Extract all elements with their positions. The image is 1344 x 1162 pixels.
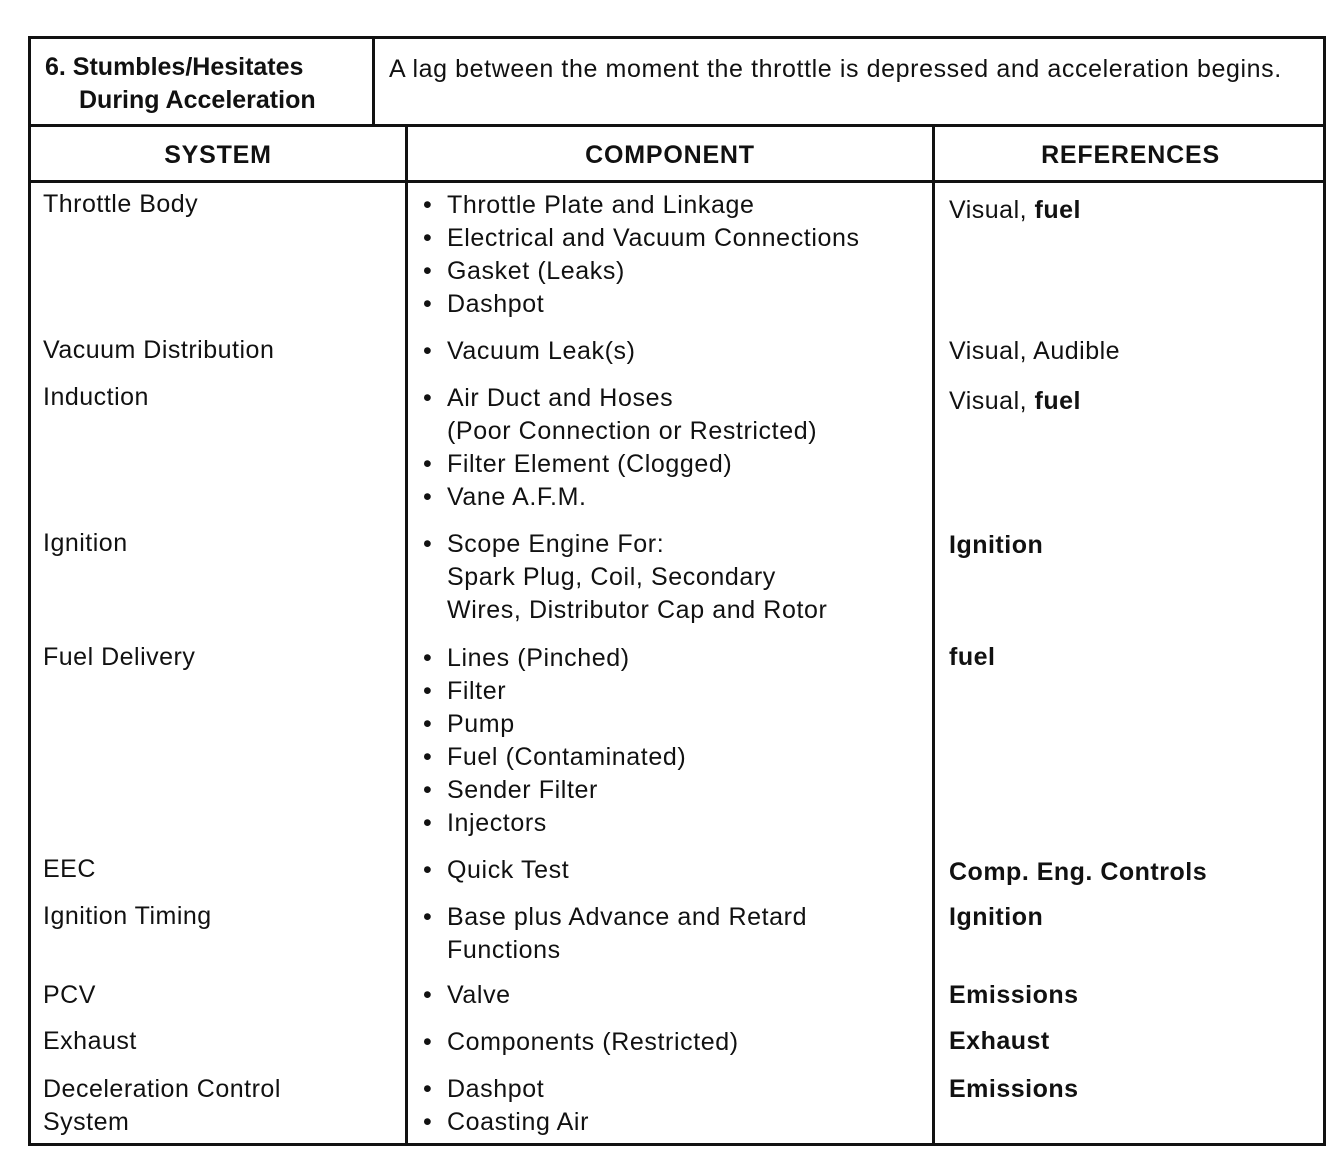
list-item: • Vane A.F.M. xyxy=(423,483,587,511)
system-cell: PCV xyxy=(43,981,96,1009)
column-header-references: REFERENCES xyxy=(1041,141,1220,169)
symptom-title-row xyxy=(31,39,1323,127)
list-item: • Dashpot xyxy=(423,290,545,318)
column-header-system: SYSTEM xyxy=(164,141,272,169)
system-cell: Induction xyxy=(43,383,149,411)
column-divider xyxy=(932,127,935,1146)
component-list xyxy=(421,1026,931,1059)
component-list xyxy=(421,979,931,1012)
list-item: • Lines (Pinched) xyxy=(423,644,630,672)
symptom-title-line1: 6. Stumbles/Hesitates xyxy=(45,53,304,81)
reference-cell: Exhaust xyxy=(949,1027,1050,1055)
list-item: • Pump xyxy=(423,710,515,738)
list-item: • Valve xyxy=(423,981,511,1009)
component-list xyxy=(421,1073,931,1139)
list-item: • Quick Test xyxy=(423,856,570,884)
list-item: • Gasket (Leaks) xyxy=(423,257,625,285)
system-cell: EEC xyxy=(43,855,96,883)
list-item: • Vacuum Leak(s) xyxy=(423,337,636,365)
list-item: • Fuel (Contaminated) xyxy=(423,743,687,771)
list-item: • Filter Element (Clogged) xyxy=(423,450,733,478)
list-item: • Base plus Advance and Retard Functions xyxy=(423,903,808,964)
list-item: • Filter xyxy=(423,677,507,705)
reference-cell: Visual, fuel xyxy=(949,387,1081,415)
symptom-title xyxy=(31,39,375,124)
list-item: • Scope Engine For: Spark Plug, Coil, Secondary Wires, Distributor Cap and Rotor xyxy=(423,530,828,624)
system-cell: Vacuum Distribution xyxy=(43,336,275,364)
component-list xyxy=(421,189,931,321)
system-cell: Fuel Delivery xyxy=(43,643,196,671)
component-list xyxy=(421,335,931,368)
reference-cell: Ignition xyxy=(949,903,1044,931)
reference-cell: fuel xyxy=(949,643,996,671)
list-item: • Air Duct and Hoses (Poor Connection or Restricted) xyxy=(423,384,818,445)
list-item: • Throttle Plate and Linkage xyxy=(423,191,755,219)
reference-cell: Comp. Eng. Controls xyxy=(949,858,1208,886)
list-item: • Sender Filter xyxy=(423,776,598,804)
reference-cell: Visual, fuel xyxy=(949,196,1081,224)
component-list xyxy=(421,528,931,627)
component-list xyxy=(421,901,931,967)
system-cell: Deceleration Control System xyxy=(43,1075,281,1136)
system-cell: Ignition xyxy=(43,529,128,557)
component-list xyxy=(421,854,931,887)
column-header-row xyxy=(31,127,1323,183)
component-list xyxy=(421,382,931,514)
column-divider xyxy=(405,127,408,1146)
list-item: • Coasting Air xyxy=(423,1108,589,1136)
symptom-title-line2: During Acceleration xyxy=(79,86,316,114)
list-item: • Dashpot xyxy=(423,1075,545,1103)
system-cell: Ignition Timing xyxy=(43,902,212,930)
reference-cell: Emissions xyxy=(949,981,1079,1009)
list-item: • Electrical and Vacuum Connections xyxy=(423,224,860,252)
column-header-component: COMPONENT xyxy=(585,141,755,169)
list-item: • Injectors xyxy=(423,809,547,837)
symptom-description: A lag between the moment the throttle is depressed and acceleration begins. xyxy=(389,55,1282,83)
reference-cell: Ignition xyxy=(949,531,1044,559)
system-cell: Throttle Body xyxy=(43,190,199,218)
system-cell: Exhaust xyxy=(43,1027,137,1055)
diagnostic-table xyxy=(28,36,1326,1146)
list-item: • Components (Restricted) xyxy=(423,1028,739,1056)
component-list xyxy=(421,642,931,840)
reference-cell: Emissions xyxy=(949,1075,1079,1103)
reference-cell: Visual, Audible xyxy=(949,337,1121,365)
